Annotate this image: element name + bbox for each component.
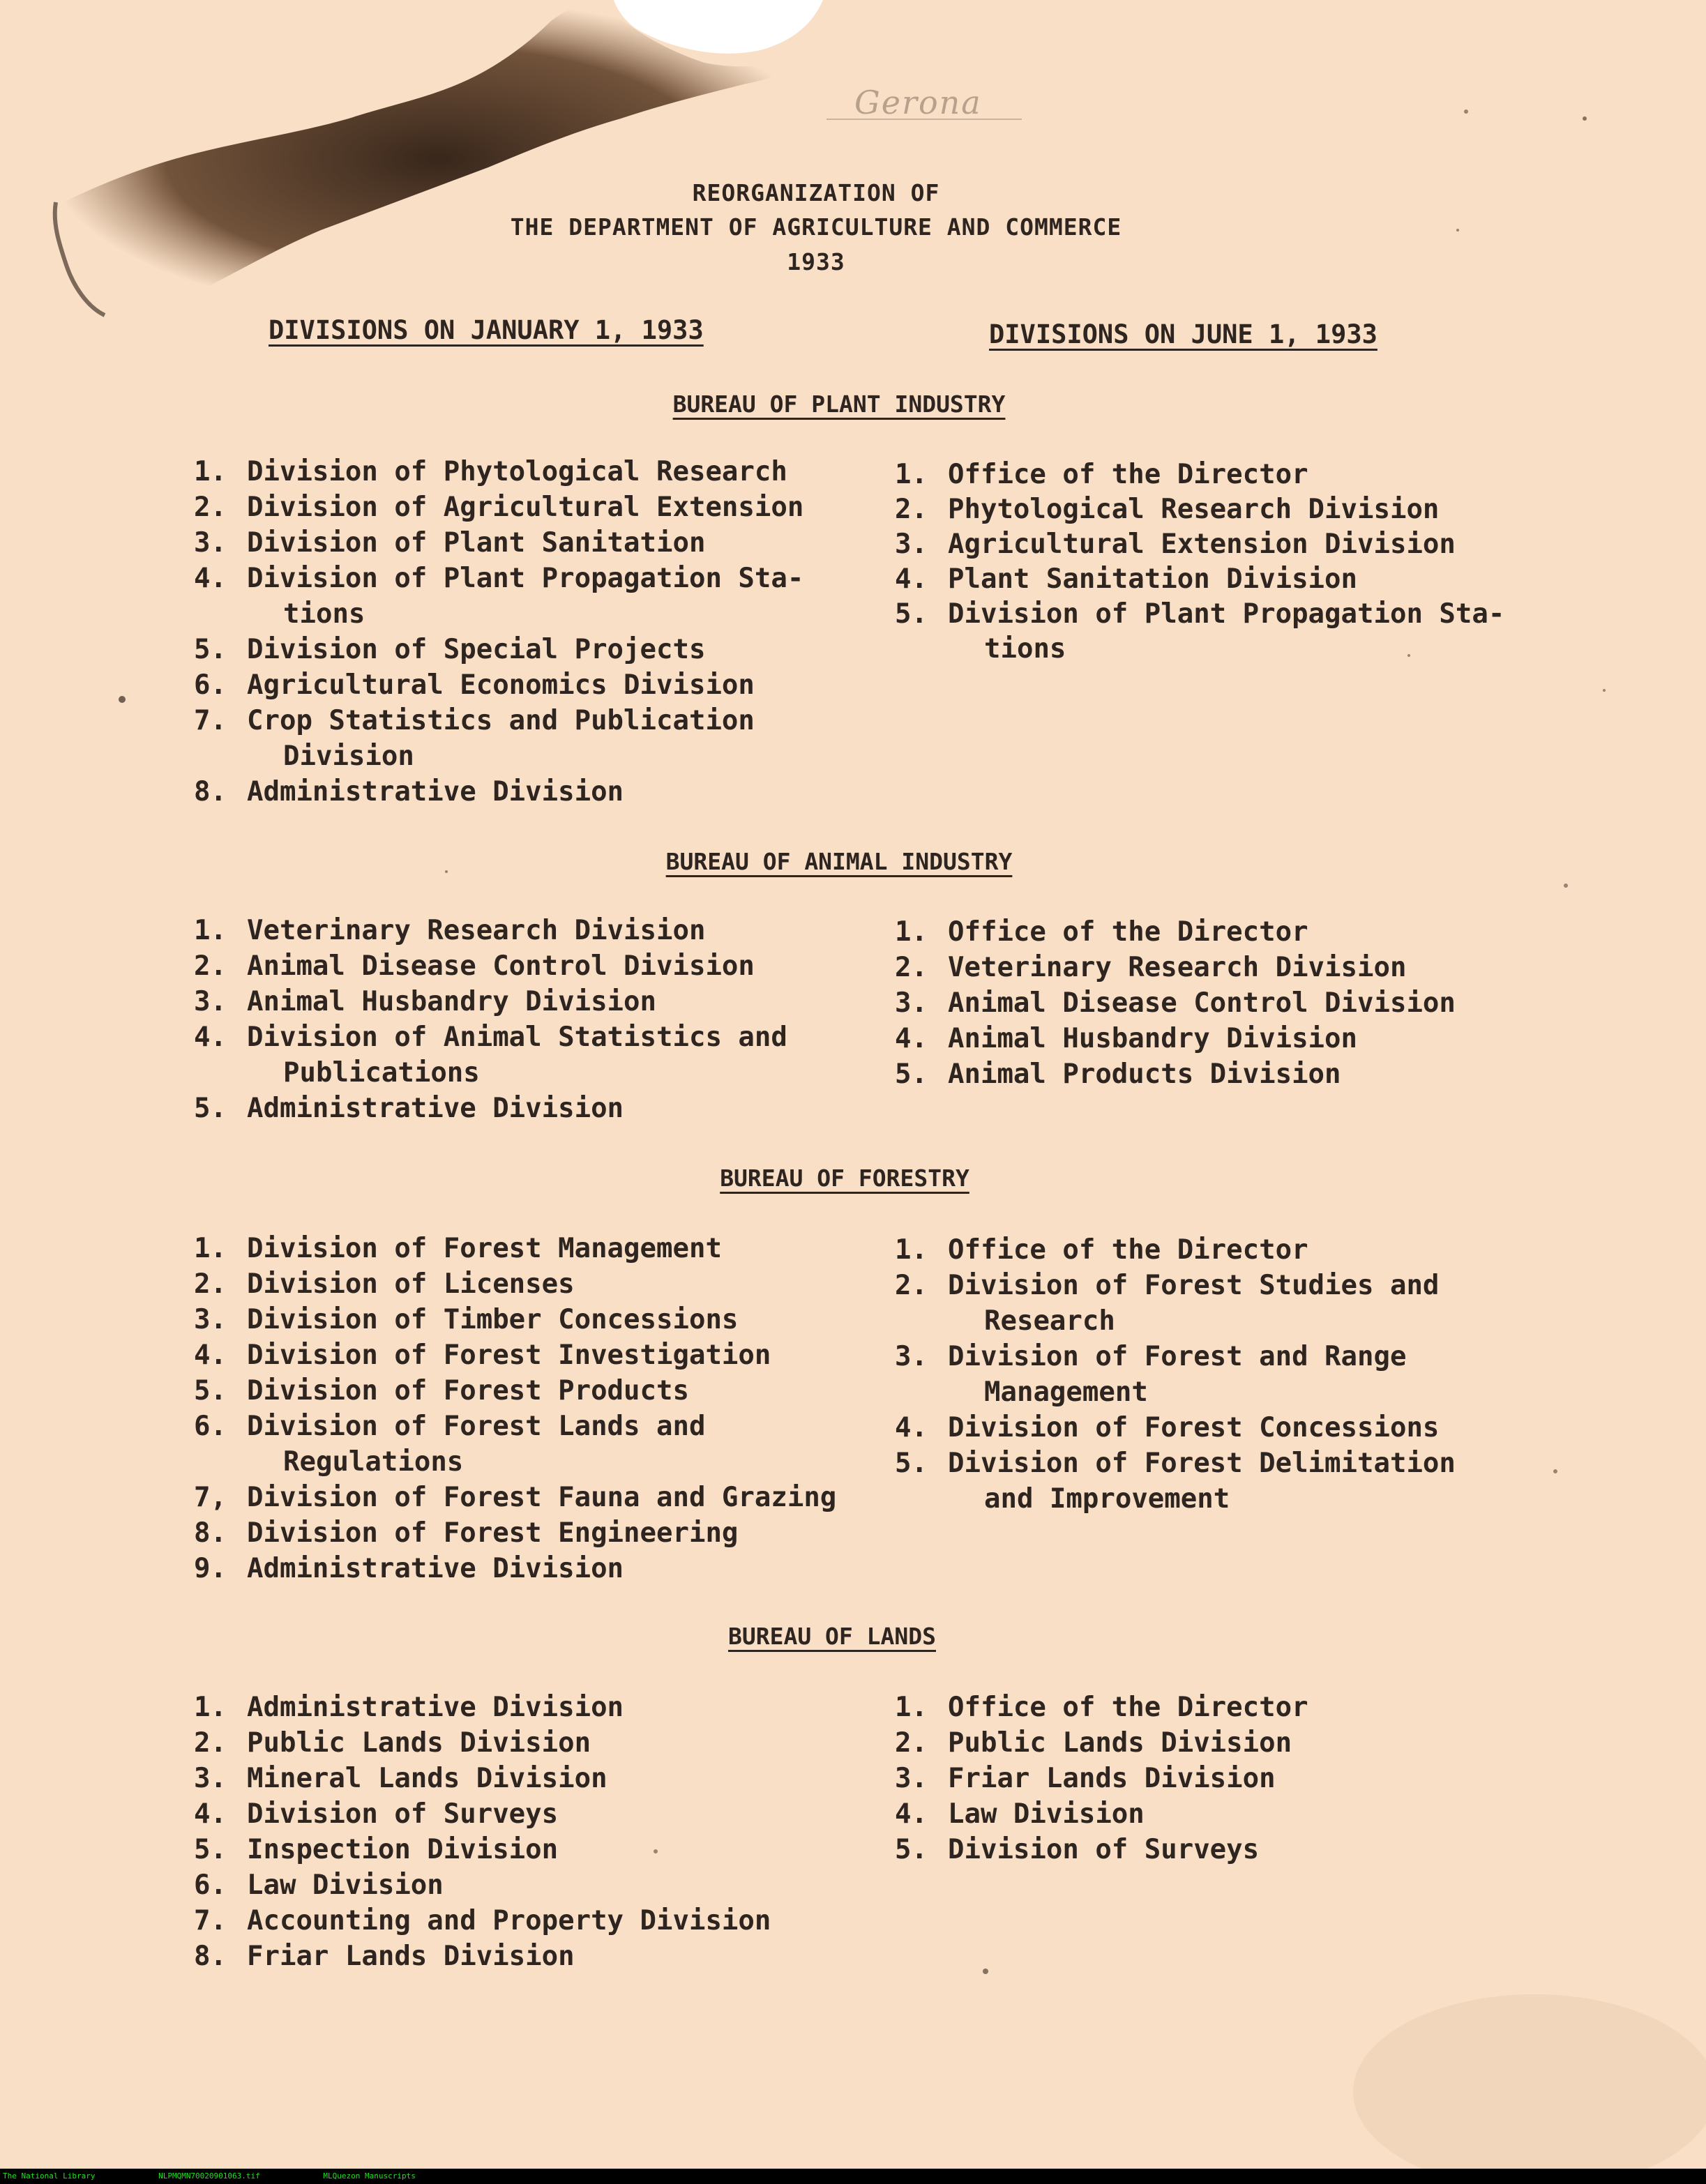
division-name: Division of Phytological Research <box>247 456 787 487</box>
division-number: 6. <box>194 1411 227 1442</box>
division-name: Agricultural Economics Division <box>247 669 755 701</box>
division-name: Division of Licenses <box>247 1268 575 1300</box>
division-name-continuation: Publications <box>283 1057 480 1089</box>
division-number: 5. <box>895 598 928 630</box>
division-name: Division of Forest Management <box>247 1233 722 1264</box>
division-number: 2. <box>194 950 227 982</box>
division-number: 8. <box>194 776 227 807</box>
bureau-heading-forestry: BUREAU OF FORESTRY <box>720 1165 969 1192</box>
division-number: 3. <box>895 529 928 560</box>
division-name: Division of Forest Lands and <box>247 1411 706 1442</box>
bureau-heading-animal-industry: BUREAU OF ANIMAL INDUSTRY <box>665 848 1013 875</box>
division-number: 3. <box>194 986 227 1017</box>
division-name: Law Division <box>247 1870 444 1901</box>
division-number: 4. <box>895 1798 928 1830</box>
division-name: Plant Sanitation Division <box>948 563 1357 595</box>
division-name: Division of Forest Engineering <box>247 1517 739 1549</box>
division-name: Friar Lands Division <box>247 1941 575 1972</box>
division-number: 6. <box>194 1870 227 1901</box>
division-number: 1. <box>194 456 227 487</box>
division-number: 1. <box>194 1692 227 1723</box>
division-name: Administrative Division <box>247 776 624 807</box>
division-name-continuation: Research <box>984 1305 1115 1337</box>
footer-collection: MLQuezon Manuscripts <box>323 2171 416 2181</box>
division-name: Administrative Division <box>247 1692 624 1723</box>
division-name: Veterinary Research Division <box>948 952 1407 983</box>
division-name: Animal Disease Control Division <box>247 950 755 982</box>
division-number: 4. <box>194 1022 227 1053</box>
division-number: 4. <box>895 1023 928 1054</box>
footer-file: NLPMQMN70020901063.tif <box>158 2171 260 2181</box>
division-number: 1. <box>895 459 928 490</box>
division-number: 5. <box>194 1834 227 1865</box>
division-number: 4. <box>895 1412 928 1443</box>
division-number: 9. <box>194 1553 227 1584</box>
division-number: 2. <box>194 1268 227 1300</box>
division-name-continuation: and Improvement <box>984 1483 1230 1515</box>
division-number: 6. <box>194 669 227 701</box>
division-name: Division of Agricultural Extension <box>247 492 804 523</box>
division-number: 3. <box>895 1763 928 1794</box>
division-name-continuation: Division <box>283 741 414 772</box>
division-name: Veterinary Research Division <box>247 915 706 946</box>
june-column-heading: DIVISIONS ON JUNE 1, 1933 <box>989 319 1377 349</box>
division-name: Animal Husbandry Division <box>247 986 656 1017</box>
division-name: Division of Animal Statistics and <box>247 1022 787 1053</box>
division-name-continuation: tions <box>283 598 365 630</box>
division-number: 4. <box>194 1798 227 1830</box>
handwritten-signature: Gerona <box>854 84 982 121</box>
scan-footer <box>0 2169 1706 2184</box>
division-name: Division of Plant Sanitation <box>247 527 706 559</box>
division-name: Division of Plant Propagation Sta- <box>247 563 804 594</box>
division-name: Office of the Director <box>948 459 1308 490</box>
division-name: Division of Special Projects <box>247 634 706 665</box>
division-name: Public Lands Division <box>948 1727 1292 1759</box>
division-name: Agricultural Extension Division <box>948 529 1456 560</box>
division-name: Division of Forest Investigation <box>247 1340 771 1371</box>
division-number: 2. <box>895 494 928 525</box>
division-number: 5. <box>895 1834 928 1865</box>
division-name: Division of Surveys <box>948 1834 1260 1865</box>
division-number: 5. <box>895 1448 928 1479</box>
division-name: Division of Timber Concessions <box>247 1304 739 1335</box>
division-number: 1. <box>895 1692 928 1723</box>
division-number: 1. <box>895 916 928 948</box>
division-name: Division of Forest Delimitation <box>948 1448 1456 1479</box>
division-number: 5. <box>194 1093 227 1124</box>
division-number: 2. <box>194 492 227 523</box>
division-name: Public Lands Division <box>247 1727 591 1759</box>
footer-library: The National Library <box>3 2171 96 2181</box>
division-name: Inspection Division <box>247 1834 559 1865</box>
division-number: 1. <box>194 1233 227 1264</box>
division-number: 7. <box>194 1905 227 1936</box>
division-name: Animal Products Division <box>948 1059 1341 1090</box>
bureau-heading-plant-industry: BUREAU OF PLANT INDUSTRY <box>672 390 1006 418</box>
division-name: Administrative Division <box>247 1093 624 1124</box>
division-name: Accounting and Property Division <box>247 1905 771 1936</box>
division-name: Administrative Division <box>247 1553 624 1584</box>
division-number: 2. <box>194 1727 227 1759</box>
division-number: 8. <box>194 1517 227 1549</box>
title-line-1: REORGANIZATION OF <box>692 179 940 206</box>
division-name: Friar Lands Division <box>948 1763 1276 1794</box>
division-name: Mineral Lands Division <box>247 1763 607 1794</box>
division-number: 8. <box>194 1941 227 1972</box>
division-number: 3. <box>194 1304 227 1335</box>
january-column-heading: DIVISIONS ON JANUARY 1, 1933 <box>269 315 704 345</box>
division-name: Animal Husbandry Division <box>948 1023 1357 1054</box>
division-name: Phytological Research Division <box>948 494 1440 525</box>
division-number: 3. <box>895 987 928 1019</box>
division-name: Animal Disease Control Division <box>948 987 1456 1019</box>
division-name: Division of Forest and Range <box>948 1341 1407 1372</box>
division-number: 4. <box>895 563 928 595</box>
division-number: 3. <box>194 1763 227 1794</box>
division-number: 5. <box>194 634 227 665</box>
division-name: Division of Plant Propagation Sta- <box>948 598 1505 630</box>
division-number: 2. <box>895 952 928 983</box>
division-number: 1. <box>194 915 227 946</box>
division-name: Division of Forest Fauna and Grazing <box>247 1482 837 1513</box>
title-line-2: THE DEPARTMENT OF AGRICULTURE AND COMMERCE <box>510 213 1122 241</box>
division-number: 1. <box>895 1234 928 1266</box>
division-name-continuation: Management <box>984 1377 1148 1408</box>
division-name-continuation: tions <box>984 633 1066 665</box>
division-name-continuation: Regulations <box>283 1446 464 1478</box>
division-name: Crop Statistics and Publication <box>247 705 755 736</box>
division-name: Division of Forest Products <box>247 1375 689 1406</box>
division-number: 7. <box>194 705 227 736</box>
division-number: 2. <box>895 1727 928 1759</box>
division-name: Law Division <box>948 1798 1145 1830</box>
bureau-heading-lands: BUREAU OF LANDS <box>727 1623 936 1650</box>
division-name: Division of Forest Concessions <box>948 1412 1440 1443</box>
division-number: 4. <box>194 1340 227 1371</box>
division-name: Division of Forest Studies and <box>948 1270 1440 1301</box>
division-name: Office of the Director <box>948 916 1308 948</box>
division-number: 2. <box>895 1270 928 1301</box>
division-number: 7, <box>194 1482 227 1513</box>
division-number: 3. <box>895 1341 928 1372</box>
division-number: 3. <box>194 527 227 559</box>
division-name: Division of Surveys <box>247 1798 559 1830</box>
division-number: 5. <box>194 1375 227 1406</box>
division-number: 4. <box>194 563 227 594</box>
title-line-3: 1933 <box>787 248 845 275</box>
division-name: Office of the Director <box>948 1692 1308 1723</box>
division-name: Office of the Director <box>948 1234 1308 1266</box>
division-number: 5. <box>895 1059 928 1090</box>
